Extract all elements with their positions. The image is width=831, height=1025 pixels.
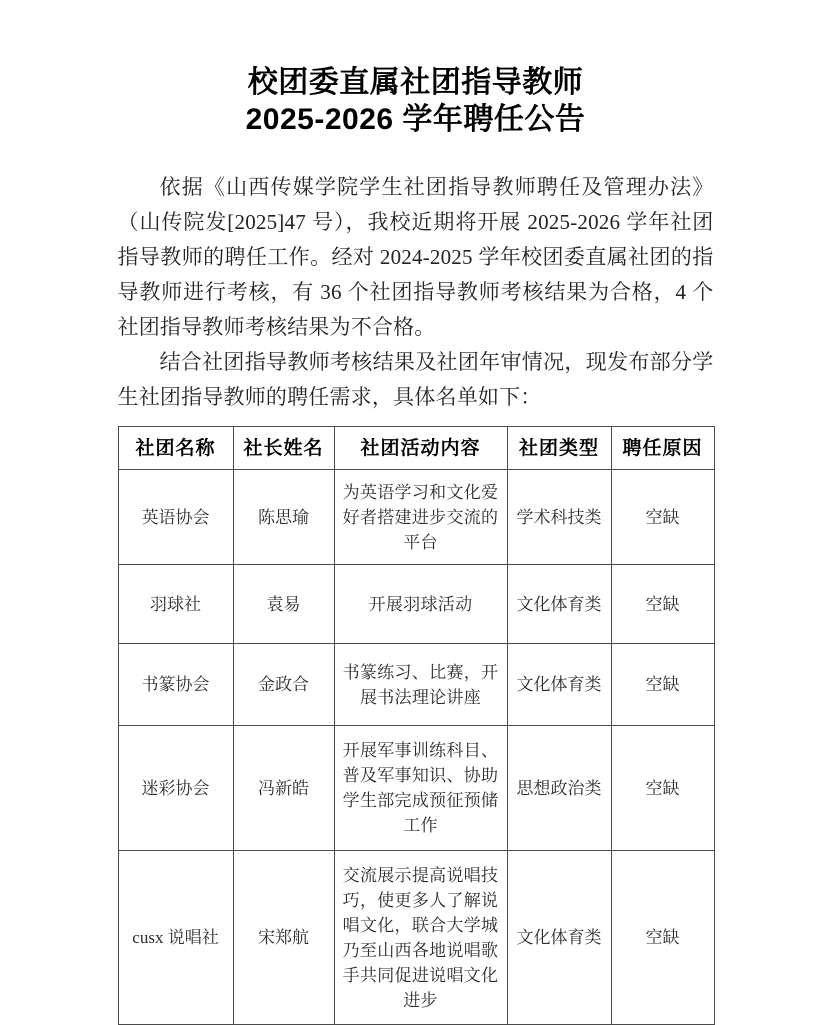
cell-reason: 空缺 [611, 470, 714, 565]
cell-activity: 开展羽球活动 [334, 565, 507, 644]
cell-reason: 空缺 [611, 644, 714, 726]
club-table-container [118, 415, 714, 1025]
table-row [118, 851, 714, 1025]
cell-reason: 空缺 [611, 851, 714, 1025]
column-header-activity: 社团活动内容 [334, 427, 507, 470]
page-title-line-2: 2025-2026 学年聘任公告 [245, 103, 586, 136]
cell-leader: 金政合 [233, 644, 334, 726]
cell-club-type: 思想政治类 [507, 726, 611, 851]
cell-reason: 空缺 [611, 565, 714, 644]
page-title-line-1: 校团委直属社团指导教师 [247, 66, 584, 99]
cell-club-name: 书篆协会 [118, 644, 233, 726]
paragraph-1: 依据《山西传媒学院学生社团指导教师聘任及管理办法》（山传院发[2025]47 号），我校近期将开展 2025-2026 学年社团指导教师的聘任工作。经对 2024-2025 学年校团委直属社团的指导教师进行考核，有 36 个社团指导教师考核结果为合格，4 个社团指导教师考核结果为不合格。 [117, 175, 714, 339]
cell-club-type: 文化体育类 [507, 851, 611, 1025]
cell-activity: 交流展示提高说唱技巧，使更多人了解说唱文化，联合大学城乃至山西各地说唱歌手共同促进说唱文化进步 [334, 851, 507, 1025]
cell-club-name: 英语协会 [118, 470, 233, 565]
body-text [118, 138, 714, 415]
cell-club-name: 羽球社 [118, 565, 233, 644]
table-row [118, 644, 714, 726]
paragraph-2: 结合社团指导教师考核结果及社团年审情况，现发布部分学生社团指导教师的聘任需求，具体名单如下： [117, 350, 714, 409]
cell-club-type: 学术科技类 [507, 470, 611, 565]
cell-leader: 陈思瑜 [233, 470, 334, 565]
club-appointment-table [118, 426, 715, 1025]
table-row [118, 726, 714, 851]
cell-reason: 空缺 [611, 726, 714, 851]
cell-club-name: 迷彩协会 [118, 726, 233, 851]
cell-club-name: cusx 说唱社 [118, 851, 233, 1025]
column-header-reason: 聘任原因 [611, 427, 714, 470]
cell-club-type: 文化体育类 [507, 565, 611, 644]
table-header-row [118, 427, 714, 470]
page-title [0, 0, 831, 138]
cell-leader: 宋郑航 [233, 851, 334, 1025]
column-header-leader-name: 社长姓名 [233, 427, 334, 470]
cell-leader: 袁易 [233, 565, 334, 644]
cell-activity: 书篆练习、比赛，开展书法理论讲座 [334, 644, 507, 726]
cell-activity: 开展军事训练科目、普及军事知识、协助学生部完成预征预储工作 [334, 726, 507, 851]
table-row [118, 565, 714, 644]
column-header-club-name: 社团名称 [118, 427, 233, 470]
cell-leader: 冯新皓 [233, 726, 334, 851]
table-row [118, 470, 714, 565]
cell-activity: 为英语学习和文化爱好者搭建进步交流的平台 [334, 470, 507, 565]
column-header-club-type: 社团类型 [507, 427, 611, 470]
cell-club-type: 文化体育类 [507, 644, 611, 726]
